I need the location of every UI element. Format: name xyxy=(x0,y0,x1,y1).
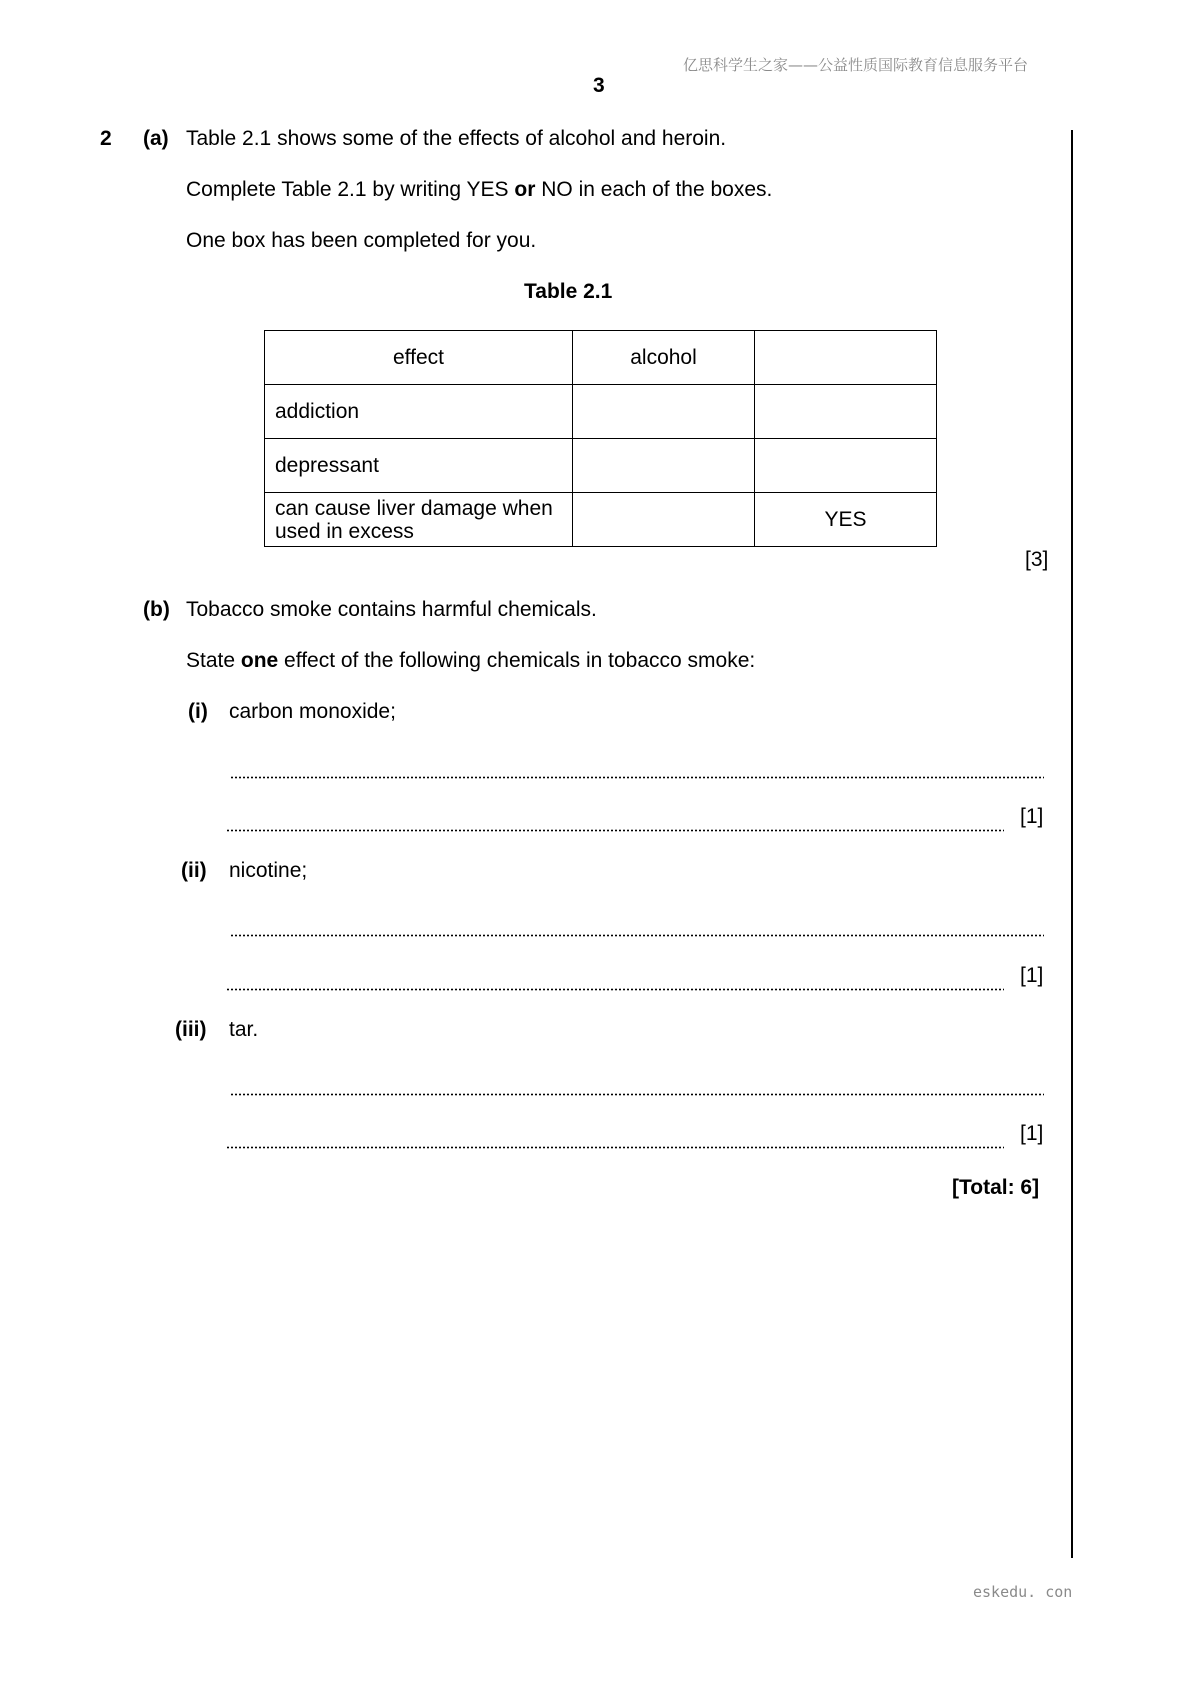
part-a-label: (a) xyxy=(143,127,169,150)
header-watermark: 亿思科学生之家——公益性质国际教育信息服务平台 xyxy=(683,56,1029,74)
footer-watermark: eskedu. con xyxy=(973,1583,1073,1601)
row-effect-label: can cause liver damage when used in excess xyxy=(265,493,573,547)
instruction-text-end: effect of the following chemicals in tobacco smoke: xyxy=(278,649,756,672)
answer-cell[interactable] xyxy=(573,439,755,493)
part-a-instruction xyxy=(186,178,772,202)
table-row xyxy=(265,439,937,493)
instruction-bold-or: or xyxy=(514,178,536,201)
part-a-note: One box has been completed for you. xyxy=(186,229,537,252)
instruction-text-end: NO in each of the boxes. xyxy=(535,178,773,201)
item-i-text: carbon monoxide; xyxy=(229,700,396,723)
answer-line[interactable] xyxy=(230,934,1044,937)
answer-cell[interactable] xyxy=(573,493,755,547)
answer-line[interactable] xyxy=(230,776,1044,779)
part-a-marks: [3] xyxy=(1025,548,1049,571)
instruction-text: State xyxy=(186,649,241,672)
table-row xyxy=(265,493,937,547)
item-iii-marks: [1] xyxy=(1020,1122,1044,1145)
margin-line xyxy=(1071,130,1073,1558)
header-alcohol: alcohol xyxy=(573,331,755,385)
header-effect: effect xyxy=(265,331,573,385)
part-a-intro: Table 2.1 shows some of the effects of alcohol and heroin. xyxy=(186,127,727,150)
item-iii-text: tar. xyxy=(229,1018,259,1041)
answer-line[interactable] xyxy=(226,1146,1004,1149)
effects-table xyxy=(264,330,937,547)
item-ii-marks: [1] xyxy=(1020,964,1044,987)
table-header-row xyxy=(265,331,937,385)
total-marks: [Total: 6] xyxy=(952,1176,1040,1199)
table-row xyxy=(265,385,937,439)
answer-line[interactable] xyxy=(230,1093,1044,1096)
item-i-label: (i) xyxy=(188,700,208,723)
row-effect-label: addiction xyxy=(265,385,573,439)
part-b-label: (b) xyxy=(143,598,170,621)
page-number: 3 xyxy=(593,74,605,97)
answer-cell[interactable] xyxy=(755,385,937,439)
part-b-intro: Tobacco smoke contains harmful chemicals. xyxy=(186,598,597,621)
answer-line[interactable] xyxy=(226,988,1004,991)
answer-cell[interactable] xyxy=(573,385,755,439)
row-effect-label: depressant xyxy=(265,439,573,493)
header-blank xyxy=(755,331,937,385)
part-b-instruction xyxy=(186,649,755,673)
item-iii-label: (iii) xyxy=(175,1018,207,1041)
answer-cell-completed: YES xyxy=(755,493,937,547)
table-title: Table 2.1 xyxy=(524,280,613,303)
answer-cell[interactable] xyxy=(755,439,937,493)
question-number: 2 xyxy=(100,127,112,150)
item-i-marks: [1] xyxy=(1020,805,1044,828)
item-ii-label: (ii) xyxy=(181,859,207,882)
answer-line[interactable] xyxy=(226,829,1004,832)
item-ii-text: nicotine; xyxy=(229,859,308,882)
instruction-bold-one: one xyxy=(240,649,279,672)
instruction-text: Complete Table 2.1 by writing YES xyxy=(186,178,515,201)
